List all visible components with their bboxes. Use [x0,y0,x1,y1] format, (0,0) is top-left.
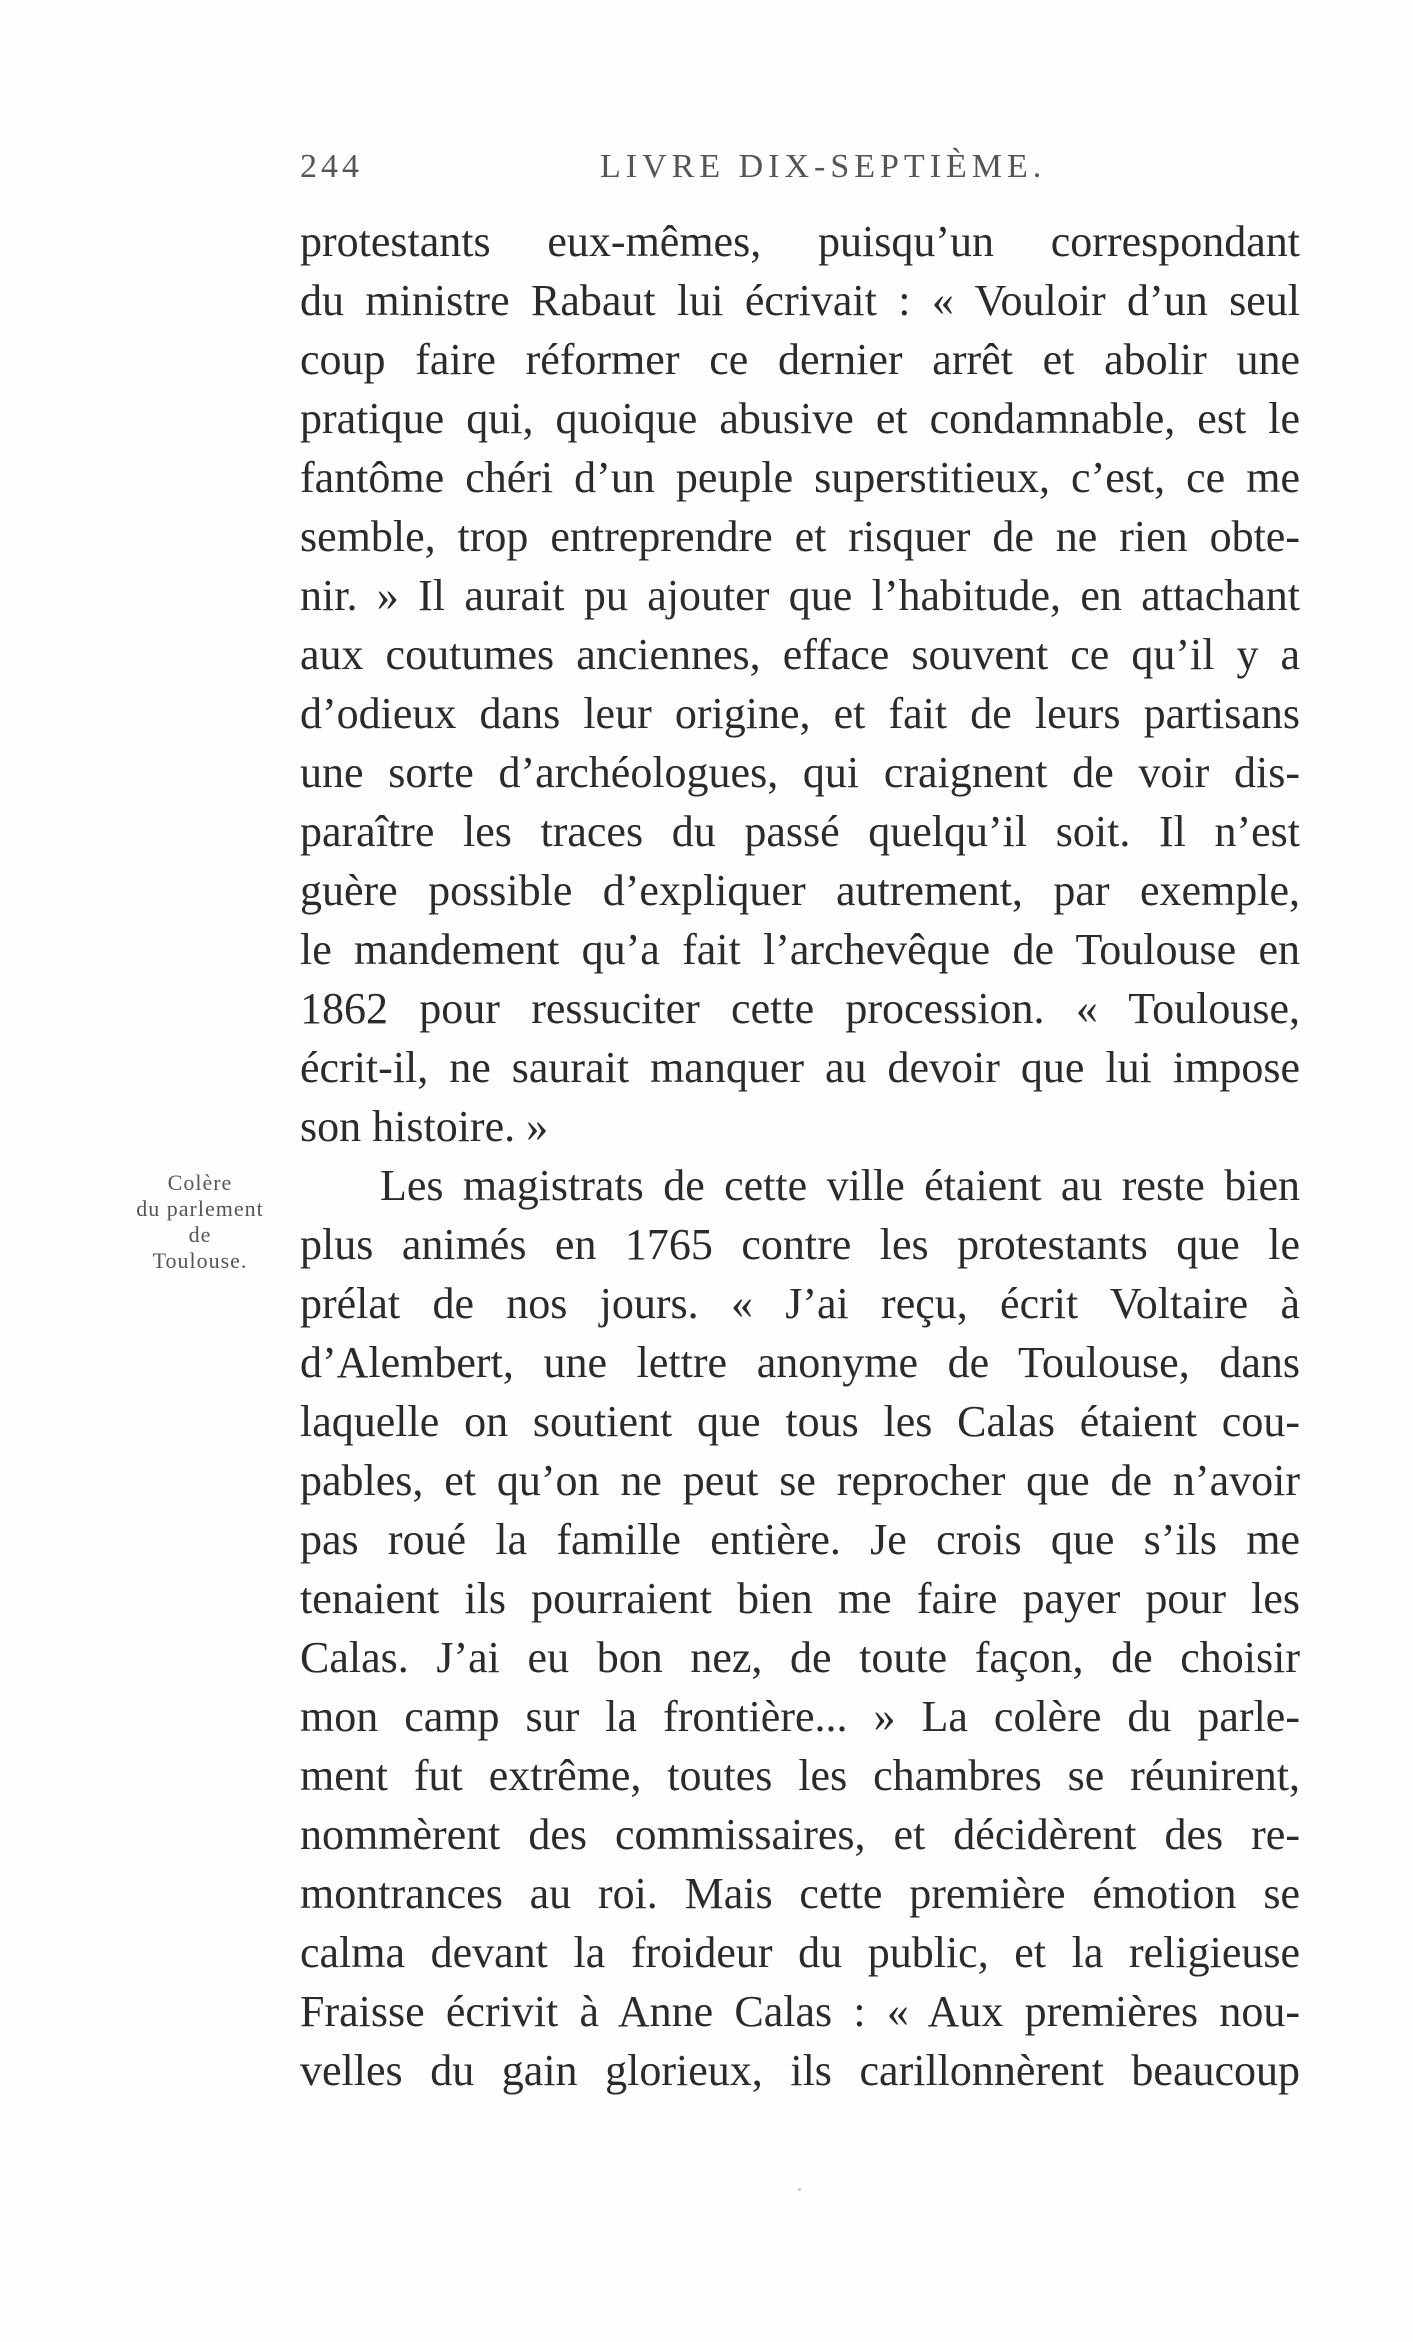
text-line: d’odieux dans leur origine, et fait de leurs partisans [300,689,1300,738]
text-line: ment fut extrême, toutes les chambres se réunirent, [300,1751,1300,1800]
text-line: plus animés en 1765 contre les protestants que le [300,1220,1300,1269]
page-number: 244 [300,148,363,185]
text-line: pables, et qu’on ne peut se reprocher que de n’avoir [300,1456,1300,1505]
margin-note [120,1170,280,1274]
text-line-paragraph-start: Les magistrats de cette ville étaient au reste bien [380,1161,1300,1210]
running-title: LIVRE DIX-SEPTIÈME. [600,148,1047,185]
text-line: fantôme chéri d’un peuple superstitieux, c’est, ce me [300,453,1300,502]
text-line: paraître les traces du passé quelqu’il soit. Il n’est [300,807,1300,856]
margin-note-line: de [188,1222,212,1247]
paper-speck [798,2188,801,2191]
text-line: protestants eux-mêmes, puisqu’un correspondant [300,217,1300,266]
text-line: le mandement qu’a fait l’archevêque de Toulouse en [300,925,1300,974]
text-line: prélat de nos jours. « J’ai reçu, écrit Voltaire à [300,1279,1300,1328]
text-line: d’Alembert, une lettre anonyme de Toulouse, dans [300,1338,1300,1387]
page-header [300,148,1300,198]
text-line: du ministre Rabaut lui écrivait : « Vouloir d’un seul [300,276,1300,325]
text-line: calma devant la froideur du public, et la religieuse [300,1928,1300,1977]
text-line: guère possible d’expliquer autrement, par exemple, [300,866,1300,915]
text-line: mon camp sur la frontière... » La colère du parle- [300,1692,1300,1741]
margin-note-line: Colère [167,1170,233,1195]
text-line: laquelle on soutient que tous les Calas étaient cou- [300,1397,1300,1446]
text-line: Fraisse écrivit à Anne Calas : « Aux premières nou- [300,1987,1300,2036]
text-line: pas roué la famille entière. Je crois que s’ils me [300,1515,1300,1564]
text-line: tenaient ils pourraient bien me faire payer pour les [300,1574,1300,1623]
text-line: Calas. J’ai eu bon nez, de toute façon, de choisir [300,1633,1300,1682]
body-text [300,212,1300,2100]
margin-note-line: Toulouse. [152,1248,248,1273]
text-line: nommèrent des commissaires, et décidèrent des re- [300,1810,1300,1859]
margin-note-line: du parlement [136,1196,264,1221]
text-line-paragraph-end: son histoire. » [300,1102,549,1151]
text-line: coup faire réformer ce dernier arrêt et abolir une [300,335,1300,384]
text-line: pratique qui, quoique abusive et condamnable, est le [300,394,1300,443]
text-line: velles du gain glorieux, ils carillonnèrent beaucoup [300,2046,1300,2095]
text-line: écrit-il, ne saurait manquer au devoir que lui impose [300,1043,1300,1092]
text-line: montrances au roi. Mais cette première émotion se [300,1869,1300,1918]
text-line: semble, trop entreprendre et risquer de ne rien obte- [300,512,1300,561]
text-line: nir. » Il aurait pu ajouter que l’habitude, en attachant [300,571,1300,620]
text-line: une sorte d’archéologues, qui craignent de voir dis- [300,748,1300,797]
text-line: aux coutumes anciennes, efface souvent ce qu’il y a [300,630,1300,679]
text-line: 1862 pour ressuciter cette procession. « Toulouse, [300,984,1300,1033]
